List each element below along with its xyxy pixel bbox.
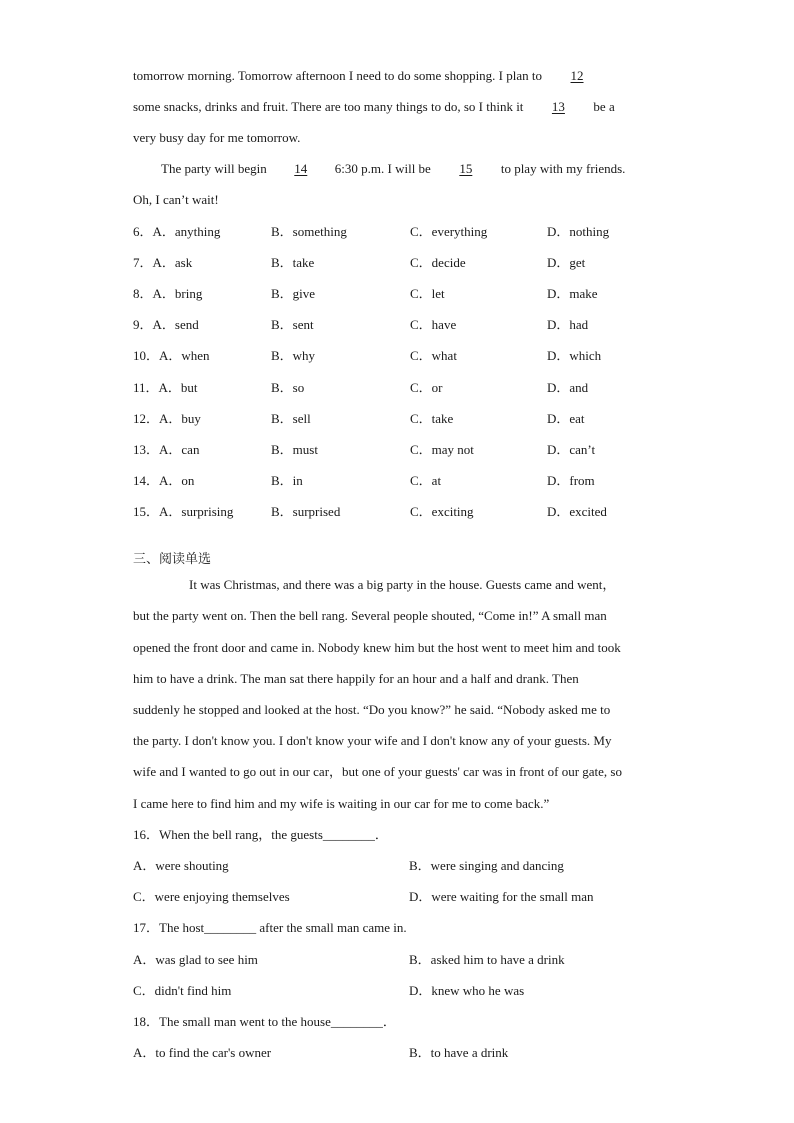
option-b: B．surprised bbox=[271, 504, 341, 519]
option-b: B．sent bbox=[271, 317, 314, 332]
passage-text: some snacks, drinks and fruit. There are too many things to do, so I think it bbox=[133, 99, 524, 114]
passage-text: to play with my friends. bbox=[500, 161, 626, 176]
reading-line-2: but the party went on. Then the bell rang. Several people shouted, “Come in!” A small man bbox=[133, 608, 607, 623]
option-a: A．were shouting bbox=[133, 858, 229, 873]
option-d: D．can’t bbox=[547, 442, 596, 457]
option-c: C．decide bbox=[410, 255, 466, 270]
question-16-options-1 bbox=[133, 858, 693, 874]
question-number: 14． bbox=[133, 473, 160, 488]
question-10 bbox=[133, 348, 693, 364]
option-d: D．had bbox=[547, 317, 589, 332]
reading-line-3: opened the front door and came in. Nobody knew him but the host went to meet him and took bbox=[133, 640, 621, 655]
option-c: C．were enjoying themselves bbox=[133, 889, 290, 904]
question-16-options-2 bbox=[133, 889, 693, 905]
option-c: C．take bbox=[410, 411, 454, 426]
option-b: B．so bbox=[271, 380, 305, 395]
question-number: 12． bbox=[133, 411, 160, 426]
question-number: 6． bbox=[133, 224, 153, 239]
option-c: C．have bbox=[410, 317, 457, 332]
passage-text: tomorrow morning. Tomorrow afternoon I need to do some shopping. I plan to bbox=[133, 68, 543, 83]
question-18-options-1 bbox=[133, 1045, 693, 1061]
question-number: 15． bbox=[133, 504, 160, 519]
option-a: A．can bbox=[159, 442, 200, 457]
option-d: D．which bbox=[547, 348, 602, 363]
option-b: B．give bbox=[271, 286, 316, 301]
option-a: A．ask bbox=[152, 255, 193, 270]
passage-line-2 bbox=[133, 99, 615, 115]
option-b: B．sell bbox=[271, 411, 311, 426]
question-6 bbox=[133, 224, 693, 240]
option-c: C．didn't find him bbox=[133, 983, 232, 998]
passage-text: be a bbox=[593, 99, 615, 114]
option-d: D．and bbox=[547, 380, 589, 395]
option-a: A．on bbox=[159, 473, 195, 488]
question-number: 7． bbox=[133, 255, 153, 270]
option-c: C．let bbox=[410, 286, 445, 301]
question-16-stem: 16．When the bell rang，the guests________． bbox=[133, 827, 388, 842]
option-a: A．bring bbox=[152, 286, 203, 301]
option-d: D．get bbox=[547, 255, 586, 270]
passage-line-5: Oh, I can’t wait! bbox=[133, 192, 219, 207]
passage-line-3: very busy day for me tomorrow. bbox=[133, 130, 301, 145]
passage-line-1 bbox=[133, 68, 606, 84]
option-b: B．were singing and dancing bbox=[409, 858, 564, 873]
option-b: B．why bbox=[271, 348, 316, 363]
option-a: A．surprising bbox=[159, 504, 234, 519]
option-d: D．make bbox=[547, 286, 598, 301]
reading-line-6: the party. I don't know you. I don't know your wife and I don't know any of your guests. My bbox=[133, 733, 612, 748]
question-17-options-2 bbox=[133, 983, 693, 999]
option-d: D．knew who he was bbox=[409, 983, 525, 998]
option-b: B．something bbox=[271, 224, 347, 239]
question-14 bbox=[133, 473, 693, 489]
option-a: A．was glad to see him bbox=[133, 952, 258, 967]
passage-text: The party will begin bbox=[161, 161, 267, 176]
option-d: D．excited bbox=[547, 504, 607, 519]
option-d: D．nothing bbox=[547, 224, 610, 239]
question-number: 13． bbox=[133, 442, 160, 457]
reading-line-8: I came here to find him and my wife is waiting in our car for me to come back.” bbox=[133, 796, 550, 811]
passage-line-4 bbox=[161, 161, 625, 177]
question-7 bbox=[133, 255, 693, 271]
option-b: B．in bbox=[271, 473, 303, 488]
question-18-stem: 18．The small man went to the house________． bbox=[133, 1014, 396, 1029]
option-b: B．take bbox=[271, 255, 315, 270]
option-c: C．everything bbox=[410, 224, 488, 239]
option-c: C．what bbox=[410, 348, 457, 363]
question-15 bbox=[133, 504, 693, 520]
option-a: A．when bbox=[159, 348, 210, 363]
blank-15: 15 bbox=[459, 161, 473, 176]
passage-text: 6:30 p.m. I will be bbox=[334, 161, 431, 176]
blank-12: 12 bbox=[570, 68, 584, 83]
option-a: A．buy bbox=[159, 411, 201, 426]
question-11 bbox=[133, 380, 693, 396]
option-b: B．to have a drink bbox=[409, 1045, 509, 1060]
option-c: C．at bbox=[410, 473, 442, 488]
question-9 bbox=[133, 317, 693, 333]
question-17-stem: 17．The host________ after the small man came in. bbox=[133, 920, 407, 935]
option-c: C．exciting bbox=[410, 504, 474, 519]
question-17-options-1 bbox=[133, 952, 693, 968]
option-a: A．anything bbox=[152, 224, 221, 239]
option-b: B．asked him to have a drink bbox=[409, 952, 565, 967]
question-12 bbox=[133, 411, 693, 427]
question-13 bbox=[133, 442, 693, 458]
question-8 bbox=[133, 286, 693, 302]
option-d: D．eat bbox=[547, 411, 585, 426]
option-a: A．to find the car's owner bbox=[133, 1045, 272, 1060]
option-c: C．may not bbox=[410, 442, 474, 457]
question-number: 11． bbox=[133, 380, 159, 395]
option-d: D．from bbox=[547, 473, 595, 488]
reading-line-5: suddenly he stopped and looked at the host. “Do you know?” he said. “Nobody asked me to bbox=[133, 702, 611, 717]
option-d: D．were waiting for the small man bbox=[409, 889, 594, 904]
option-a: A．but bbox=[158, 380, 198, 395]
reading-line-1: It was Christmas, and there was a big party in the house. Guests came and went， bbox=[189, 577, 616, 592]
blank-13: 13 bbox=[551, 99, 565, 114]
reading-line-4: him to have a drink. The man sat there happily for an hour and a half and drank. Then bbox=[133, 671, 579, 686]
question-number: 8． bbox=[133, 286, 153, 301]
option-c: C．or bbox=[410, 380, 443, 395]
option-a: A．send bbox=[152, 317, 199, 332]
blank-14: 14 bbox=[294, 161, 308, 176]
option-b: B．must bbox=[271, 442, 318, 457]
question-number: 9． bbox=[133, 317, 153, 332]
question-number: 10． bbox=[133, 348, 160, 363]
reading-line-7: wife and I wanted to go out in our car，but one of your guests' car was in front of our gate, so bbox=[133, 764, 622, 779]
section-title: 三、阅读单选 bbox=[133, 552, 212, 567]
